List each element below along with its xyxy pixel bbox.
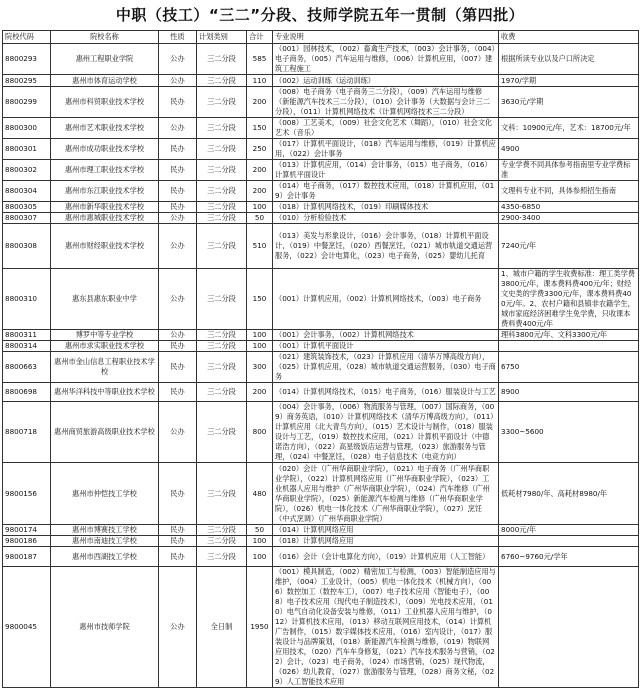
- school-nature-cell: 公办: [159, 402, 197, 463]
- fee-cell: 专业学费不同具体参考指南里专业学费标准: [499, 160, 639, 181]
- school-name-cell: 惠州市财经职业技术学校: [51, 224, 159, 269]
- school-name-cell: 惠州市成功职业技术学校: [51, 139, 159, 160]
- school-name-cell: 惠州市惠城职业技术学校: [51, 213, 159, 224]
- school-name-cell: 惠州华洋科技中等职业技术学校: [51, 383, 159, 402]
- table-row: [3, 536, 639, 547]
- school-nature-cell: 民办: [159, 352, 197, 383]
- plan-type-cell: 全日制: [197, 567, 247, 688]
- major-desc-cell: （001）模具制造，（002）精密加工与检测，（003）智能制造应用与维护，（004）工业设计，（005）机电一体化技术（机械方向），（006）数控加工（数控车工），（007）电子技术应用（智能电子），（008）电子技术应用（现代电子制造技术），（009）光电技术应用，（010）电气自动化设备安装与维修，（011）工业机器人应用与维护，（012）计算机技术应用，（013）移动互联网应用技术，（014）计算机广告制作，（015）数字媒体技术应用，（016）室内设计，（017）服装设计与品牌策划，（018）新能源汽车检测与维修，（019）物联网应用技术，（020）汽车车身修复，（021）汽车技术服务与营销，（022）会计，（023）电子商务，（024）市场营销，（025）现代物流，（026）幼儿教育，（027）旅游服务与管理，（028）商务文秘，（029）人工智能技术应用: [273, 567, 499, 688]
- plan-type-cell: 三二分段: [197, 202, 247, 213]
- header-nature: 性质: [159, 31, 197, 44]
- school-name-cell: 惠州市艺术职业技术学校: [51, 118, 159, 139]
- header-code: 院校代码: [3, 31, 51, 44]
- school-name-cell: 博罗中等专业学校: [51, 330, 159, 341]
- fee-cell: 8000元/年: [499, 525, 639, 536]
- fee-cell: 6760~9760元/学年: [499, 547, 639, 567]
- plan-type-cell: 三二分段: [197, 118, 247, 139]
- school-code-cell: 9800174: [3, 525, 51, 536]
- major-desc-cell: （001）计算机平面设计: [273, 341, 499, 352]
- school-nature-cell: 民办: [159, 160, 197, 181]
- school-name-cell: 惠州市理工职业技术学校: [51, 160, 159, 181]
- plan-type-cell: 三二分段: [197, 463, 247, 525]
- major-desc-cell: （013）计算机应用，（014）会计事务，（015）电子商务，（016）计算机平面设计: [273, 160, 499, 181]
- major-desc-cell: （002）运动训练（运动训练）: [273, 75, 499, 87]
- fee-cell: 3630元/学期: [499, 87, 639, 118]
- plan-type-cell: 三二分段: [197, 224, 247, 269]
- major-desc-cell: （001）园林技术，（002）畜禽生产技术，（003）会计事务，（004）电子商务，（005）汽车运用与维修，（006）计算机应用，（007）建筑工程施工: [273, 44, 499, 75]
- school-name-cell: 惠州市技师学院: [51, 567, 159, 688]
- fee-cell: 4350-6850: [499, 202, 639, 213]
- fee-cell: 理科3800元/年、文科3300元/年: [499, 330, 639, 341]
- school-code-cell: 8800698: [3, 383, 51, 402]
- fee-cell: 3300~5600: [499, 402, 639, 463]
- school-code-cell: 9800187: [3, 547, 51, 567]
- school-code-cell: 8800305: [3, 202, 51, 213]
- school-name-cell: 惠州市体育运动学校: [51, 75, 159, 87]
- school-name-cell: 惠州市博赛技工学校: [51, 525, 159, 536]
- fee-cell: 6750: [499, 352, 639, 383]
- plan-total-cell: 480: [247, 463, 273, 525]
- school-name-cell: 惠州市南迪技工学校: [51, 536, 159, 547]
- table-row: [3, 87, 639, 118]
- table-row: [3, 181, 639, 202]
- major-desc-cell: （020）会计（广州华商职业学院），（021）电子商务（广州华商职业学院），（022）计算机网络应用（广州华商职业学院），（023）工业机器人应用与维护（广州华商职业学院），（024）汽车维修（广州华商职业学院），（025）新能源汽车检测与维修（广州华商职业学院），（026）机电一体化技术（广州华商职业学院），（027）烹饪（中式烹调）（广州华商职业学院）: [273, 463, 499, 525]
- plan-total-cell: 250: [247, 139, 273, 160]
- school-nature-cell: 民办: [159, 547, 197, 567]
- table-row: [3, 75, 639, 87]
- school-code-cell: 8800300: [3, 118, 51, 139]
- plan-total-cell: 100: [247, 341, 273, 352]
- major-desc-cell: （001）计算机应用，（002）计算机网络技术，（003）电子商务: [273, 269, 499, 330]
- school-nature-cell: 公办: [159, 44, 197, 75]
- admission-table: [2, 30, 639, 688]
- school-code-cell: 8800302: [3, 160, 51, 181]
- school-nature-cell: 民办: [159, 525, 197, 536]
- school-code-cell: 8800311: [3, 330, 51, 341]
- major-desc-cell: （008）工艺美术，（009）社会文化艺术（舞蹈），（010）社会文化艺术（音乐）: [273, 118, 499, 139]
- header-row: [3, 31, 639, 44]
- table-row: [3, 139, 639, 160]
- school-name-cell: 惠东县惠东职业中学: [51, 269, 159, 330]
- plan-total-cell: 300: [247, 352, 273, 383]
- plan-total-cell: 1950: [247, 567, 273, 688]
- plan-total-cell: 100: [247, 202, 273, 213]
- table-row: [3, 118, 639, 139]
- school-nature-cell: 公办: [159, 330, 197, 341]
- school-name-cell: 惠州市新华职业技术学校: [51, 202, 159, 213]
- fee-cell: 低耗材7980/年、高耗材8980/年: [499, 463, 639, 525]
- plan-type-cell: 三二分段: [197, 213, 247, 224]
- table-row: [3, 330, 639, 341]
- major-desc-cell: （010）分析检验技术: [273, 213, 499, 224]
- fee-cell: 1、城市户籍的学生收费标准：理工类学费3800元/年，课本费料费400元/年；财经文史类的学费3300元/年，课本费料费400元/年。2、农村户籍和县镇非农籍学生，城市家庭经济困难学生免学费，只收课本费料费400元/年: [499, 269, 639, 330]
- plan-total-cell: 585: [247, 44, 273, 75]
- major-desc-cell: （018）计算机网络技术，（019）印刷媒体技术: [273, 202, 499, 213]
- plan-total-cell: 100: [247, 536, 273, 547]
- header-fee: 收费: [499, 31, 639, 44]
- plan-total-cell: 100: [247, 547, 273, 567]
- school-nature-cell: 公办: [159, 118, 197, 139]
- fee-cell: [499, 536, 639, 547]
- major-desc-cell: （014）电子商务，（017）数控技术应用，（018）计算机应用，（019）会计事务: [273, 181, 499, 202]
- plan-total-cell: 200: [247, 87, 273, 118]
- plan-total-cell: 510: [247, 224, 273, 269]
- table-row: [3, 213, 639, 224]
- fee-cell: [499, 567, 639, 688]
- header-type: 计划类别: [197, 31, 247, 44]
- school-name-cell: 惠州工程职业学院: [51, 44, 159, 75]
- school-code-cell: 9800156: [3, 463, 51, 525]
- fee-cell: 文科：10900元/年，艺术：18700元/年: [499, 118, 639, 139]
- table-row: [3, 402, 639, 463]
- school-code-cell: 8800310: [3, 269, 51, 330]
- plan-type-cell: 三二分段: [197, 352, 247, 383]
- fee-cell: [499, 341, 639, 352]
- plan-type-cell: 三二分段: [197, 525, 247, 536]
- school-name-cell: 惠州市东江职业技术学校: [51, 181, 159, 202]
- school-nature-cell: 民办: [159, 536, 197, 547]
- plan-type-cell: 三二分段: [197, 160, 247, 181]
- major-desc-cell: （013）美发与形象设计，（016）会计事务，（018）计算机平面设计，（019）中餐烹饪，（020）西餐烹饪，（021）城市轨道交通运营服务，（022）会计电算化，（023）电子商务，（025）婴幼儿托育: [273, 224, 499, 269]
- school-code-cell: 9800186: [3, 536, 51, 547]
- school-code-cell: 8800301: [3, 139, 51, 160]
- header-name: 院校名称: [51, 31, 159, 44]
- school-code-cell: 8800293: [3, 44, 51, 75]
- table-row: [3, 352, 639, 383]
- school-code-cell: 8800718: [3, 402, 51, 463]
- school-nature-cell: 公办: [159, 269, 197, 330]
- school-code-cell: 9800045: [3, 567, 51, 688]
- school-code-cell: 8800314: [3, 341, 51, 352]
- table-row: [3, 269, 639, 330]
- fee-cell: 7240元/年: [499, 224, 639, 269]
- plan-type-cell: 三二分段: [197, 87, 247, 118]
- school-nature-cell: 民办: [159, 87, 197, 118]
- school-nature-cell: 公办: [159, 567, 197, 688]
- plan-type-cell: 三二分段: [197, 139, 247, 160]
- plan-total-cell: 800: [247, 402, 273, 463]
- header-desc: 专业说明: [273, 31, 499, 44]
- table-row: [3, 383, 639, 402]
- school-nature-cell: 民办: [159, 383, 197, 402]
- table-row: [3, 567, 639, 688]
- plan-total-cell: 150: [247, 269, 273, 330]
- plan-total-cell: 200: [247, 181, 273, 202]
- major-desc-cell: （016）会计（会计电算化方向），（019）计算机应用（人工智能）: [273, 547, 499, 567]
- fee-cell: 1970/学期: [499, 75, 639, 87]
- plan-type-cell: 三二分段: [197, 547, 247, 567]
- school-nature-cell: 民办: [159, 202, 197, 213]
- table-row: [3, 341, 639, 352]
- school-nature-cell: 公办: [159, 224, 197, 269]
- plan-total-cell: 200: [247, 160, 273, 181]
- plan-type-cell: 三二分段: [197, 402, 247, 463]
- table-row: [3, 202, 639, 213]
- major-desc-cell: （017）计算机平面设计，（018）汽车运用与维修，（019）计算机应用，（022）会计事务: [273, 139, 499, 160]
- plan-type-cell: 三二分段: [197, 536, 247, 547]
- fee-cell: 8900: [499, 383, 639, 402]
- major-desc-cell: （008）电子商务（电子商务三二分段），（009）汽车运用与维修（新能源汽车技术三二分段），（010）会计事务（大数据与会计三二分段），（011）计算机网络技术（计算机网络技术三二分段）: [273, 87, 499, 118]
- plan-total-cell: 200: [247, 383, 273, 402]
- fee-cell: 文理科专业不同，具体参照招生指南: [499, 181, 639, 202]
- school-code-cell: 8800663: [3, 352, 51, 383]
- school-code-cell: 8800304: [3, 181, 51, 202]
- fee-cell: 4900: [499, 139, 639, 160]
- table-row: [3, 224, 639, 269]
- plan-type-cell: 三二分段: [197, 341, 247, 352]
- plan-type-cell: 三二分段: [197, 44, 247, 75]
- header-total: 合计: [247, 31, 273, 44]
- plan-type-cell: 三二分段: [197, 75, 247, 87]
- major-desc-cell: （014）计算机网络技术，（015）电子商务，（016）服装设计与工艺: [273, 383, 499, 402]
- major-desc-cell: （021）建筑装饰技术，（023）计算机应用（清华万博高级方向），（025）计算机应用，（028）城市轨道交通运营服务，（030）电子商务: [273, 352, 499, 383]
- school-nature-cell: 民办: [159, 181, 197, 202]
- plan-total-cell: 150: [247, 118, 273, 139]
- table-row: [3, 547, 639, 567]
- table-body: [3, 44, 639, 688]
- school-nature-cell: 民办: [159, 463, 197, 525]
- school-nature-cell: 民办: [159, 341, 197, 352]
- table-row: [3, 44, 639, 75]
- table-row: [3, 525, 639, 536]
- school-nature-cell: 民办: [159, 139, 197, 160]
- school-code-cell: 8800307: [3, 213, 51, 224]
- major-desc-cell: （004）会计事务，（006）物流服务与管理，（007）国际商务，（009）商务英语，（010）计算机网络技术（清华万博高级方向），（011）计算机应用（北大青鸟方向），（015）艺术设计与制作，（018）服装设计与工艺，（019）数控技术应用，（021）计算机平面设计（中德诺浩方向），（022）高星级饭店运营与管理，（023）旅游服务与管理，（024）中餐烹饪，（028）电子信息技术（电竞方向）: [273, 402, 499, 463]
- plan-type-cell: 三二分段: [197, 330, 247, 341]
- school-nature-cell: 公办: [159, 75, 197, 87]
- plan-type-cell: 三二分段: [197, 181, 247, 202]
- school-name-cell: 惠州市金山信息工程职业技术学校: [51, 352, 159, 383]
- school-name-cell: 惠州市仲恺技工学校: [51, 463, 159, 525]
- school-code-cell: 8800295: [3, 75, 51, 87]
- school-name-cell: 惠州商贸旅游高级职业技术学校: [51, 402, 159, 463]
- school-code-cell: 8800299: [3, 87, 51, 118]
- fee-cell: 2900-3400: [499, 213, 639, 224]
- school-name-cell: 惠州市求实职业技术学校: [51, 341, 159, 352]
- school-name-cell: 惠州市科贸职业技术学校: [51, 87, 159, 118]
- plan-total-cell: 110: [247, 75, 273, 87]
- major-desc-cell: （001）会计事务，（002）计算机网络技术: [273, 330, 499, 341]
- school-nature-cell: 公办: [159, 213, 197, 224]
- page-title: 中职（技工）“三二”分段、技师学院五年一贯制（第四批）: [115, 6, 525, 24]
- major-desc-cell: （018）计算机网络应用: [273, 536, 499, 547]
- plan-total-cell: 100: [247, 330, 273, 341]
- plan-total-cell: 50: [247, 525, 273, 536]
- plan-total-cell: 50: [247, 213, 273, 224]
- table-row: [3, 463, 639, 525]
- plan-type-cell: 三二分段: [197, 269, 247, 330]
- school-code-cell: 8800308: [3, 224, 51, 269]
- fee-cell: 根据所读专业以及户口所决定: [499, 44, 639, 75]
- table-row: [3, 160, 639, 181]
- major-desc-cell: （014）计算机网络应用: [273, 525, 499, 536]
- plan-type-cell: 三二分段: [197, 383, 247, 402]
- school-name-cell: 惠州市西湖技工学校: [51, 547, 159, 567]
